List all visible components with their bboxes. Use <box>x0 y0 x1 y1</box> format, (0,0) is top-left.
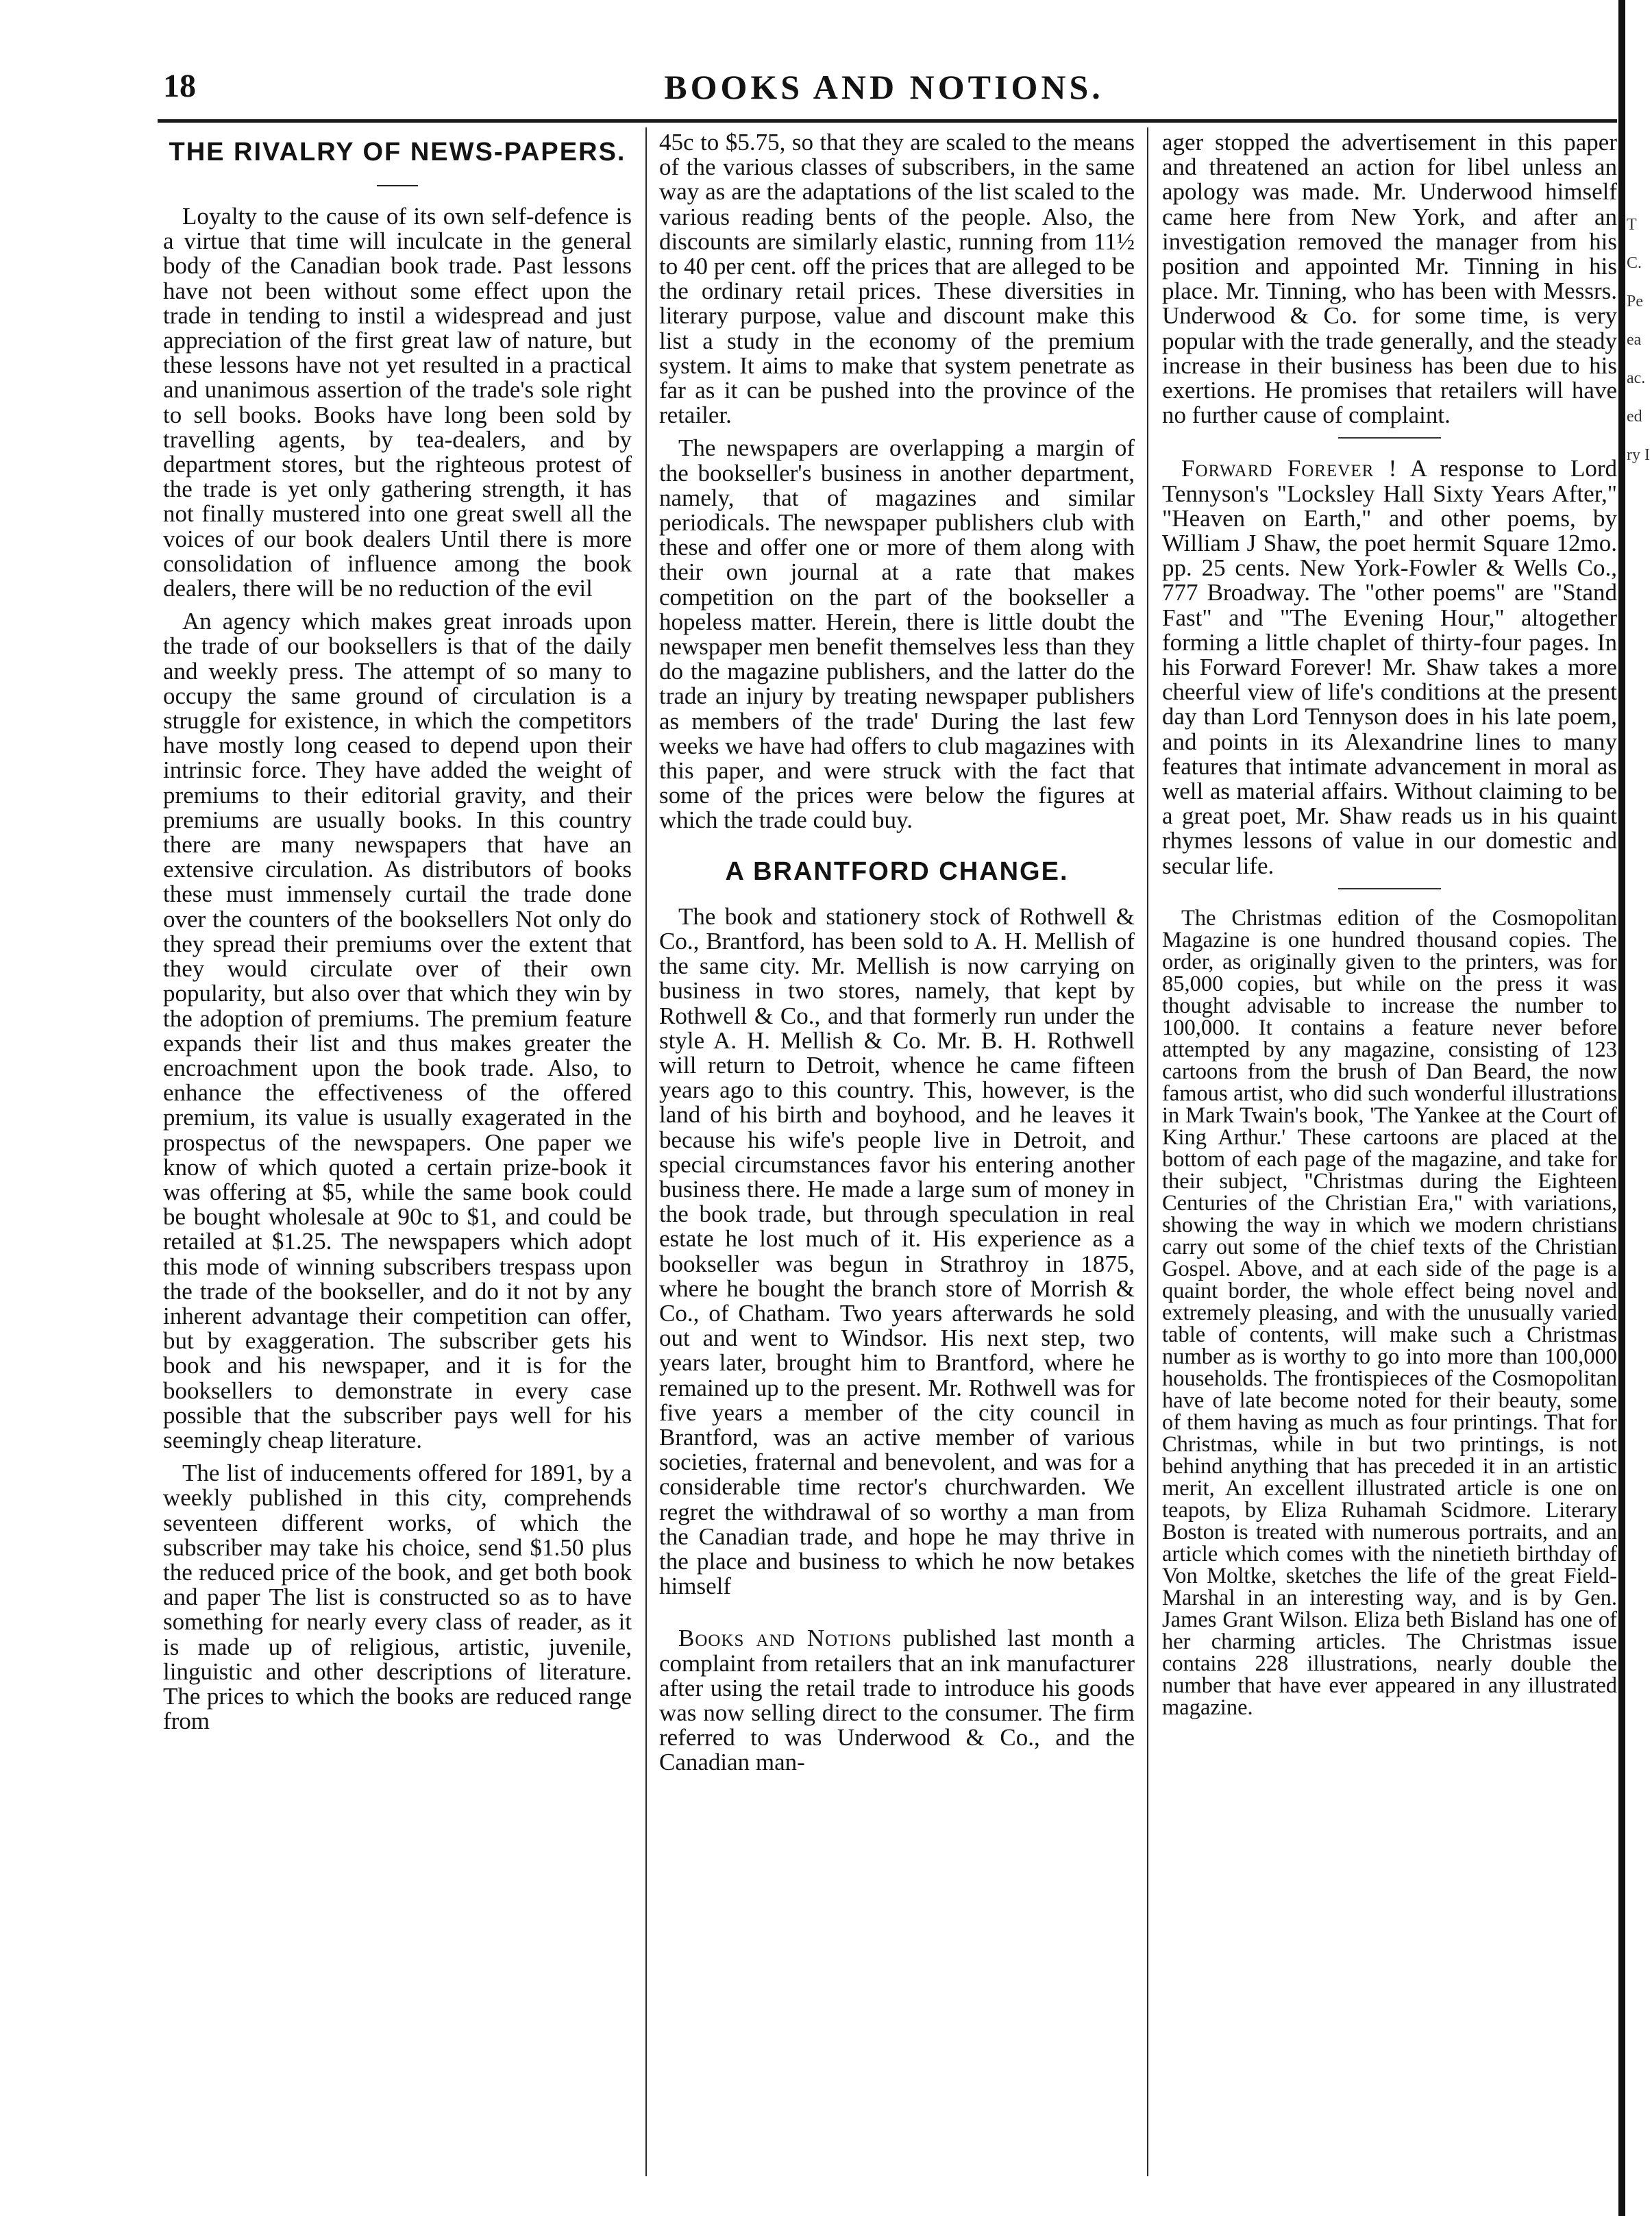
running-title: BOOKS AND NOTIONS. <box>664 68 1104 106</box>
column-divider <box>645 127 647 2176</box>
article-paragraph: The book and stationery stock of Rothwell & Co., Brantford, has been sold to A. H. Mellish of the same city. Mr. Mellish is now carrying on business in two stores, namely, that kept by Rothwell & Co., and that formerly run under the style A. H. Mellish & Co. Mr. B. H. Rothwell will return to Detroit, whence he came fifteen years ago to this country. This, however, is the land of his birth and boyhood, and he leaves it because his wife's people live in Detroit, and special circumstances favor his entering another business there. He made a large sum of money in the book trade, but through speculation in real estate he lost much of it. His experience as a bookseller was begun in Strathroy in 1875, where he bought the branch store of Morrish & Co., of Chatham. Two years afterwards he sold out and went to Windsor. His next step, two years later, brought him to Brantford, where he remained up to the present. Mr. Rothwell was for five years a member of the city council in Brantford, was an active member of various societies, fraternal and benevolent, and was for a considerable time rector's churchwarden. We regret the withdrawal of so worthy a man from the Canadian trade, and hope he may thrive in the place and business to which he now betakes himself <box>659 902 1135 1600</box>
article-paragraph: The Christmas edition of the Cosmopolitan Magazine is one hundred thousand copies. The order, as originally given to the printers, was for 85,000 copies, but while on the press it was thought advisable to increase the number to 100,000. It contains a feature never before attempted by any magazine, consisting of 123 cartoons from the brush of Dan Beard, the now famous artist, who did such wonderful illustrations in Mark Twain's book, 'The Yankee at the Court of King Arthur.' These cartoons are placed at the bottom of each page of the magazine, and take for their subject, "Christmas during the Eighteen Centuries of the Christian Era," with variations, showing the way in which we modern christians carry out some of the chief texts of the Christian Gospel. Above, and at each side of the page is a quaint border, the whole effect being novel and extremely pleasing, and with the unusually varied table of contents, will make such a Christmas number as is worthy to go into more than 100,000 households. The frontispieces of the Cosmopolitan have of late become noted for their beauty, some of them having as much as four printings. That for Christmas, while in but two printings, is not behind anything that has preceded it in an artistic merit, An excellent illustrated article is one on teapots, by Eliza Ruhamah Scidmore. Literary Boston is treated with numerous portraits, and an article which comes with the ninetieth birthday of Von Moltke, sketches the life of the great Field-Marshal in an interesting way, and is by Gen. James Grant Wilson. Eliza beth Bisland has one of her charming articles. The Christmas issue contains 228 illustrations, nearly double the number that have ever appeared in any illustrated magazine. <box>1162 905 1617 1720</box>
paragraph-text: published last month a complaint from retailers that an ink manufacturer after using the retail trade to introduce his goods was now selling direct to the consumer. The firm referred to was Underwood & Co., and the Canadian man- <box>659 1625 1135 1776</box>
article-heading: A BRANTFORD CHANGE. <box>725 857 1069 886</box>
article-paragraph: An agency which makes great inroads upon the trade of our booksellers is that of the daily and weekly press. The attempt of so many to occupy the same ground of circulation is a struggle for existence, in which the competitors have mostly long ceased to depend upon their intrinsic force. They have added the weight of premiums to their editorial gravity, and their premiums are usually books. In this country there are many newspapers that have an extensive circulation. As distributors of books these must immensely curtail the trade done over the counters of the booksellers Not only do they spread their premiums over the extent that they would circulate over of their own popularity, but also over that which they win by the adoption of premiums. The premium feature expands their list and thus makes greater the encroachment upon the book trade. Also, to enhance the effectiveness of the offered premium, its value is usually exagerated in the prospectus of the newspapers. One paper we know of which quoted a certain prize-book it was offering at $5, while the same book could be bought wholesale at 90c to $1, and could be retailed at $1.25. The newspapers which adopt this mode of winning subscribers trespass upon the trade of the bookseller, and do it not by any inherent advantage their competition can offer, but by exaggeration. The subscriber gets his book and his newspaper, and it is for the booksellers to demonstrate in every case possible that the subscriber pays well for his seemingly cheap literature. <box>163 608 632 1453</box>
article-paragraph <box>659 1626 1135 1775</box>
adjacent-page-fragments: T C. Pe ea ac. ed ry I <box>1627 216 1650 464</box>
lead-smallcaps: Forward Forever ! <box>1181 455 1398 482</box>
page-header <box>151 67 1617 115</box>
article-heading: THE RIVALRY OF NEWS-PAPERS. <box>169 138 626 167</box>
article-paragraph: Loyalty to the cause of its own self-defence is a virtue that time will inculcate in the general body of the Canadian book trade. Past lessons have not been without some effect upon the trade in tending to instil a widespread and just appreciation of the first great law of nature, but these lessons have not yet resulted in a practical and unanimous assertion of the trade's sole right to sell books. Books have long been sold by travelling agents, by tea-dealers, and by department stores, but the righteous protest of the trade is yet only gathering strength, it has not finally mustered into one great swell all the voices of our book dealers Until there is more consolidation of influence among the book dealers, there will be no reduction of the evil <box>163 203 632 602</box>
article-paragraph <box>1162 456 1617 878</box>
column-2 <box>659 130 1135 1775</box>
article-paragraph: The list of inducements offered for 1891, by a weekly published in this city, comprehends seventeen different works, of which the subscriber may take his choice, send $1.50 plus the reduced price of the book, and get both book and paper The list is constructed so as to have something for nearly every class of reader, as it is made up of religious, artistic, juvenile, linguistic and other descriptions of literature. The prices to which the books are reduced range from <box>163 1460 632 1735</box>
article-paragraph: 45c to $5.75, so that they are scaled to the means of the various classes of subscribers, in the same way as are the adaptations of the list scaled to the various reading bents of the people. Also, the discounts are similarly elastic, running from 11½ to 40 per cent. off the prices that are alleged to be the ordinary retail prices. These diversities in literary purpose, value and discount make this list a study in the economy of the premium system. It aims to make that system penetrate as far as it can be pushed into the province of the retailer. <box>659 129 1135 429</box>
page-edge-bar <box>1618 0 1625 2216</box>
heading-dash <box>377 185 418 186</box>
header-rule <box>158 119 1617 123</box>
article-paragraph: ager stopped the advertisement in this paper and threatened an action for libel unless an apology was made. Mr. Underwood himself came here from New York, and after an investigation removed the manager from his position and appointed Mr. Tinning in his place. Mr. Tinning, who has been with Messrs. Underwood & Co. for some time, is very popular with the trade generally, and the steady increase in their business has been due to his exertions. He promises that retailers will have no further cause of complaint. <box>1162 129 1617 429</box>
section-separator <box>1338 437 1441 439</box>
column-3 <box>1162 130 1617 1719</box>
lead-smallcaps: Books and Notions <box>678 1625 892 1652</box>
column-divider <box>1147 127 1148 2176</box>
section-separator <box>1338 888 1441 889</box>
article-paragraph: The newspapers are overlapping a margin of the bookseller's business in another department, namely, that of magazines and similar periodicals. The newspaper publishers club with these and offer one or more of them along with their own journal at a rate that makes competition on the part of the bookseller a hopeless matter. Herein, there is little doubt the newspaper men benefit themselves less than they do the magazine publishers, and the latter do the trade an injury by treating newspaper publishers as members of the trade' During the last few weeks we have had offers to club magazines with this paper, and were struck with the fact that some of the prices were below the figures at which the trade could buy. <box>659 434 1135 834</box>
page-number: 18 <box>163 68 196 104</box>
paragraph-text: A response to Lord Tennyson's "Locksley Hall Sixty Years After," "Heaven on Earth," and other poems, by William J Shaw, the poet hermit Square 12mo. pp. 25 cents. New York-Fowler & Wells Co., 777 Broadway. The "other poems" are "Stand Fast" and "The Evening Hour," altogether forming a little chaplet of thirty-four pages. In his Forward Forever! Mr. Shaw takes a more cheerful view of life's conditions at the present day than Lord Tennyson does in his late poem, and points in its Alexandrine lines to many features that intimate advancement in moral as well as material affairs. Without claiming to be a great poet, Mr. Shaw reads us in his quaint rhymes lessons of value in our domestic and secular life. <box>1162 455 1618 879</box>
column-1 <box>163 130 632 1734</box>
